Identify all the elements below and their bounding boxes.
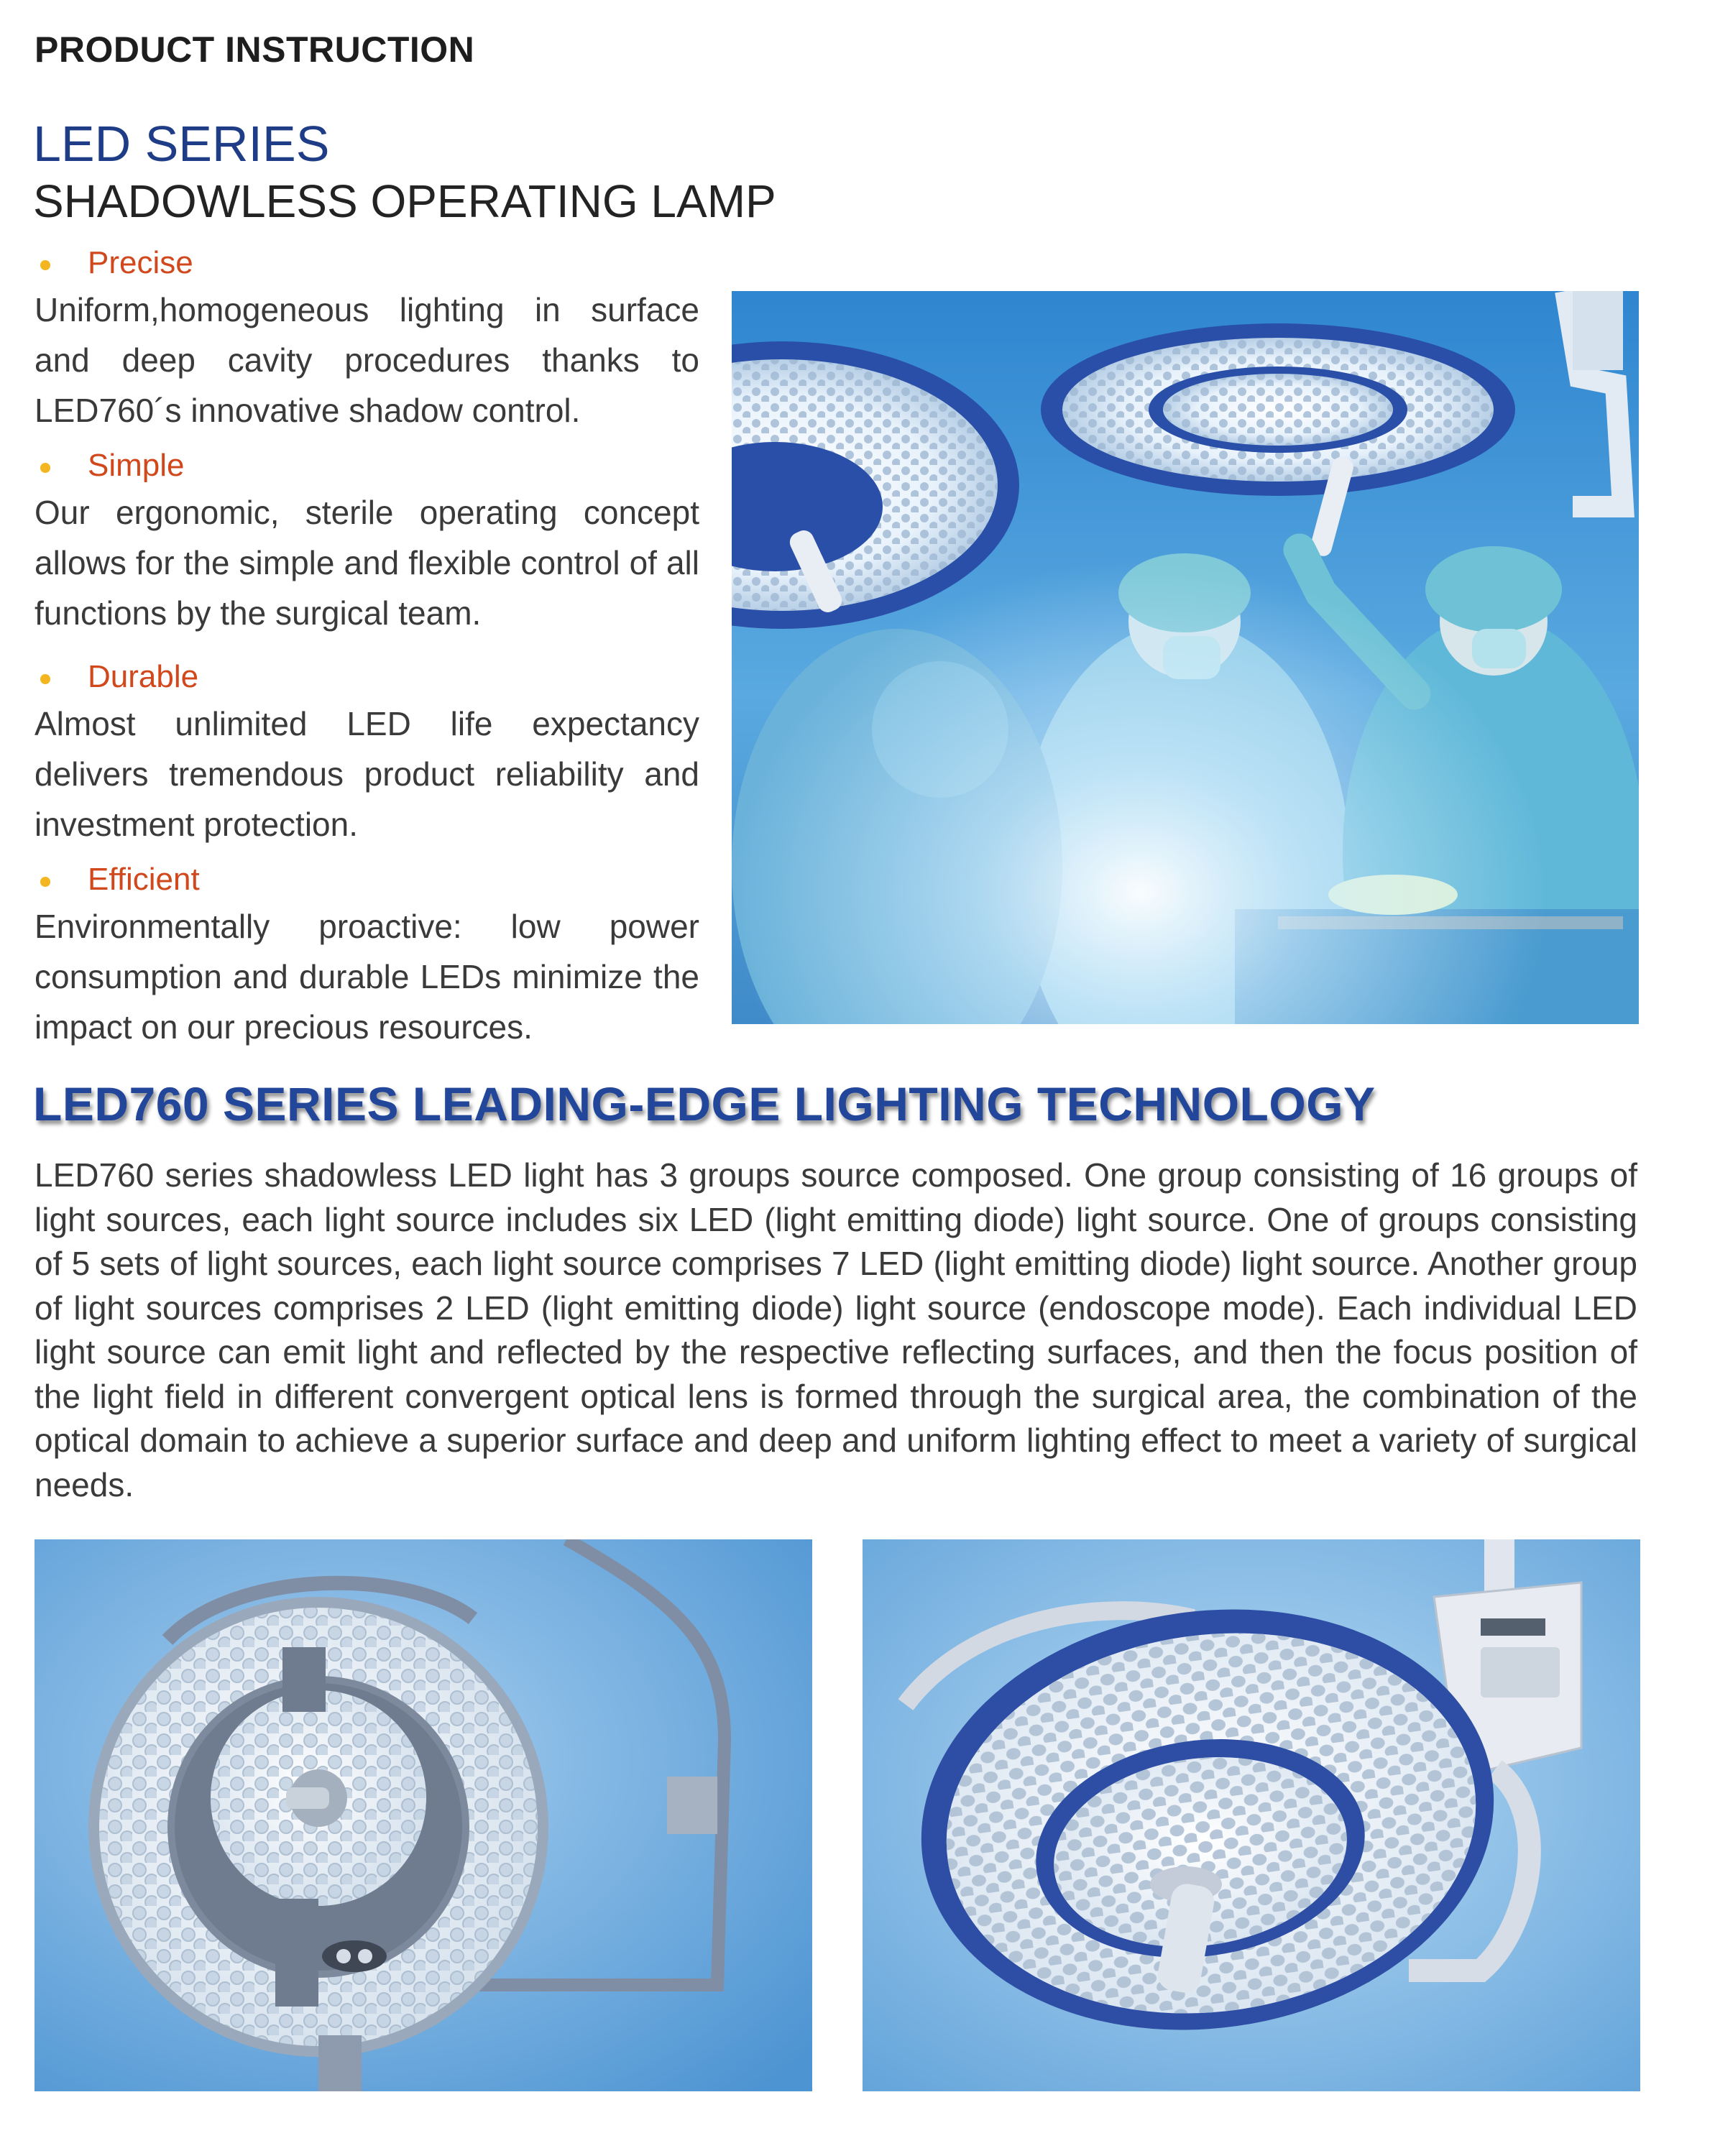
feature-title: Durable xyxy=(88,659,199,694)
feature-efficient xyxy=(35,861,699,1052)
feature-description: Uniform,homogeneous lighting in surface and deep cavity procedures thanks to LED760´s innovative shadow control. xyxy=(35,291,699,429)
feature-list xyxy=(35,244,699,1052)
feature-description: Our ergonomic, sterile operating concept allows for the simple and flexible control of all functions by the surgical team. xyxy=(35,494,699,632)
bullet-icon xyxy=(40,463,50,473)
operating-room-photo xyxy=(732,291,1639,1024)
feature-precise xyxy=(35,244,699,436)
series-subtitle: SHADOWLESS OPERATING LAMP xyxy=(33,175,776,227)
technology-heading: LED760 SERIES LEADING-EDGE LIGHTING TECHNOLOGY xyxy=(33,1077,1376,1130)
feature-title: Simple xyxy=(88,448,185,483)
lamp-angled-photo xyxy=(863,1539,1640,2091)
bullet-icon xyxy=(40,260,50,270)
feature-title: Efficient xyxy=(88,862,200,897)
feature-simple xyxy=(35,447,699,638)
series-title: LED SERIES xyxy=(33,116,330,172)
feature-description: Almost unlimited LED life expectancy delivers tremendous product reliability and investment protection. xyxy=(35,705,699,843)
feature-durable xyxy=(35,658,699,849)
feature-description: Environmentally proactive: low power consumption and durable LEDs minimize the impact on our precious resources. xyxy=(35,908,699,1046)
bullet-icon xyxy=(40,674,50,684)
feature-title: Precise xyxy=(88,245,193,280)
technology-description: LED760 series shadowless LED light has 3 groups source composed. One group consisting of 16 groups of light sources, each light source includes six LED (light emitting diode) light source. One of groups consisting of 5 sets of light sources, each light source comprises 7 LED (light emitting diode) light source. Another group of light sources comprises 2 LED (light emitting diode) light source (endoscope mode). Each individual LED light source can emit light and reflected by the respective reflecting surfaces, and then the focus position of the light field in different convergent optical lens is formed through the surgical area, the combination of the optical domain to achieve a superior surface and deep and uniform lighting effect to meet a variety of surgical needs. xyxy=(35,1156,1637,1503)
bullet-icon xyxy=(40,877,50,887)
document-label: PRODUCT INSTRUCTION xyxy=(35,29,475,70)
lamp-front-photo xyxy=(35,1539,812,2091)
